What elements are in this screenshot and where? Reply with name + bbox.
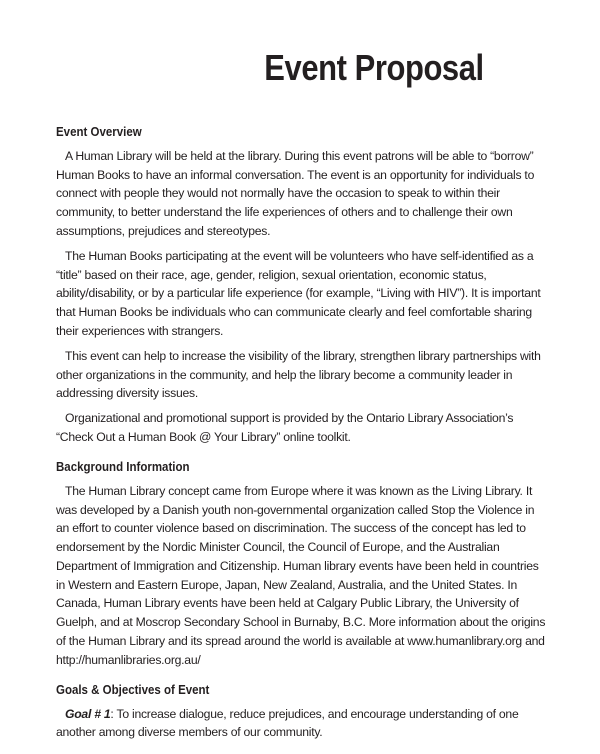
paragraph: The Human Books participating at the event will be volunteers who have self-identified as a “title” based on their race, age, gender, religion, sexual orientation, economic status, ability/disability, or by a particular life experience (for example, “Living with HIV”). It is important that Human Books be individuals who can communicate clearly and feel comfortable sharing their experiences with strangers. <box>56 248 541 339</box>
section-heading: Background Information <box>56 459 190 474</box>
paragraph: The Human Library concept came from Europe where it was known as the Living Library. It was developed by a Danish youth non-governmental organization called Stop the Violence in an effort to counter violence based on discrimination. The success of the concept has led to endorsement by the Nordic Minister Council, the Council of Europe, and the Australian Department of Immigration and Citizenship. Human library events have been held in countries in Western and Eastern Europe, Japan, New Zealand, Australia, and the United States. In Canada, Human Library events have been held at Calgary Public Library, the University of Guelph, and at Moscrop Secondary School in Burnaby, B.C. More information about the origins of the Human Library and its spread around the world is available at www.humanlibrary.org and http://humanlibraries.org.au/ <box>56 483 546 667</box>
section-event-overview <box>56 124 546 447</box>
goal-item <box>56 705 546 743</box>
section-heading: Event Overview <box>56 125 142 139</box>
document-body <box>56 124 546 754</box>
document-title: Event Proposal <box>264 47 484 88</box>
paragraph: Organizational and promotional support is provided by the Ontario Library Association’s “Check Out a Human Book @ Your Library” online toolkit. <box>56 411 514 445</box>
section-background-information <box>56 459 546 670</box>
paragraph: A Human Library will be held at the library. During this event patrons will be able to “borrow” Human Books to have an informal conversation. The event is an opportunity for individuals to connect with people they would not normally have the occasion to speak to within their community, to better understand the life experiences of others and to challenge their own assumptions, prejudices and stereotypes. <box>56 148 535 239</box>
goal-text: : To increase dialogue, reduce prejudices, and encourage understanding of one another among diverse members of our community. <box>56 706 519 740</box>
section-goals-objectives <box>56 682 546 742</box>
goal-label: Goal # 1 <box>65 706 111 721</box>
section-heading: Goals & Objectives of Event <box>56 682 210 697</box>
paragraph: This event can help to increase the visibility of the library, strengthen library partnerships with other organizations in the community, and help the library become a community leader in addressing diversity issues. <box>56 348 541 401</box>
